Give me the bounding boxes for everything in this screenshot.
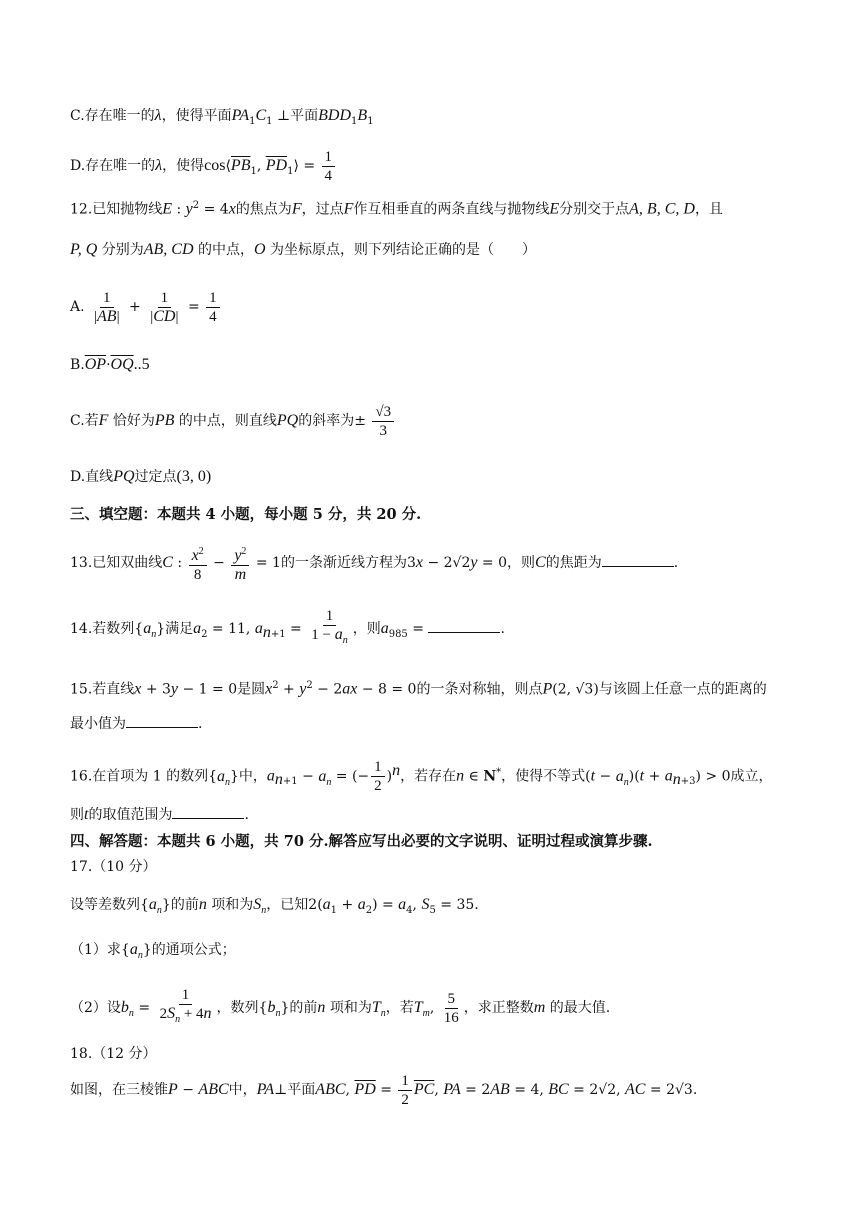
text: （2）设 — [70, 1000, 121, 1016]
text: 中， — [238, 768, 267, 785]
question-17-part2: （2）设$b_n$ = $\frac{1}{2S_n + 4n}$ ，数列$\{b_n\}$的前n 项和为$T_n$，若$T_m$, $\frac{5}{16}$ ，求正整数m 的最大值. — [70, 987, 611, 1026]
text: 成立， — [730, 768, 773, 785]
text: 恰好为 — [112, 413, 155, 429]
text: C.存在唯一的 — [70, 108, 155, 124]
text: 12.已知抛物线 — [70, 201, 163, 218]
question-14: 14.若数列$\{a_n\}$满足$a_2 = 11$, $a_{n+1}$ = $\frac{1}{1 - a_n}$ ，则$a_{985}$ = . — [70, 608, 505, 647]
text: 的焦点为 — [235, 201, 292, 218]
text: ，已知 — [266, 897, 309, 913]
text: ，若存在 — [400, 768, 457, 785]
question-18-heading: 18.（12 分） — [70, 1046, 157, 1062]
text: 作互相垂直的两条直线与抛物线 — [353, 201, 550, 218]
text: ，则 — [352, 621, 381, 637]
fraction: $\frac{1}{4}$ — [322, 148, 336, 185]
text: 是圆 — [237, 681, 266, 698]
text: 满足 — [165, 621, 194, 637]
option-b-12: $B.\overline{OP}\cdot\overline{OQ}..5$ — [70, 356, 150, 373]
text: D.存在唯一的 — [70, 158, 156, 174]
text: 则 — [70, 807, 84, 823]
text: 的中点，则直线 — [178, 413, 277, 429]
option-a-12: A. $\frac{1}{|AB|}$ + $\frac{1}{|CD|}$ = $\frac{1}{4}$ — [70, 284, 820, 330]
question-16-line2: 则t的取值范围为 . — [70, 806, 249, 823]
option-c-11: C.存在唯一的λ，使得平面$PA_1C_1$ ⊥平面$BDD_1B_1$ — [70, 107, 374, 127]
label: D.直线 — [70, 469, 114, 485]
question-17-part1: （1）求$\{a_n\}$的通项公式； — [70, 941, 236, 962]
text: 的中点， — [197, 242, 254, 258]
question-18-stem: 如图，在三棱锥P − ABC中，PA⊥平面ABC, $\overline{PD}$ = $\frac{1}{2}$ $\overline{PC}$, PA = 2AB = 4, BC = 2√2, AC = 2√3. — [70, 1072, 698, 1108]
text: ⊥平面 — [276, 108, 319, 124]
section-heading-4: 四、解答题：本题共 6 小题，共 70 分.解答应写出必要的文字说明、证明过程或演算步骤. — [70, 833, 653, 850]
text: 的通项公式； — [151, 942, 236, 958]
text: 的焦距为 — [545, 555, 602, 571]
text: ，且 — [694, 201, 723, 218]
text: 中， — [228, 1082, 257, 1098]
question-15-line1: 15.若直线x + 3y − 1 = 0是圆$x^2 + y^2 - 2ax - 8 = 0$的一条对称轴，则点P(2, √3)与该圆上任意一点的距离的 — [70, 680, 767, 698]
text: ，则 — [507, 555, 536, 571]
text: ，使得 — [162, 158, 205, 174]
text: ，数列 — [216, 1000, 259, 1016]
label: A. — [70, 299, 85, 315]
text: ，使得平面 — [161, 108, 232, 124]
text: ，过点 — [301, 201, 344, 218]
text: 的最大值. — [549, 1000, 611, 1016]
question-17-stem: 设等差数列$\{a_n\}$的前n 项和为$S_n$，已知$2(a_1 + a_2) = a_4$, $S_5 = 35$. — [70, 896, 479, 917]
question-13: 13.已知双曲线C : $\frac{x^2}{8}$ − $\frac{y^2}{m}$ = 1的一条渐近线方程为3x − 2√2y = 0，则C的焦距为 . — [70, 540, 820, 586]
section-heading-3: 三、填空题：本题共 4 小题，每小题 5 分，共 20 分. — [70, 506, 422, 523]
question-16-line1: 16.在首项为 1 的数列$\{a_n\}$中，$a_{n+1} - a_n$ = (− $\frac{1}{2}$ )$^n$，若存在n ∈ N*，使得不等式$(t - a_n)(t + a_{n+3}) > 0$成立， — [70, 759, 773, 795]
text: ，求正整数 — [463, 1000, 534, 1016]
question-12-line2: P, Q 分别为AB, CD 的中点，O 为坐标原点，则下列结论正确的是（ ） — [70, 241, 536, 258]
text: 的前 — [170, 897, 199, 913]
text: 项和为 — [211, 897, 254, 913]
text: 为坐标原点，则下列结论正确的是（ ） — [269, 242, 536, 258]
answer-blank[interactable] — [428, 618, 500, 633]
answer-blank[interactable] — [126, 713, 198, 728]
text: 最小值为 — [70, 716, 126, 732]
question-17-heading: 17.（10 分） — [70, 859, 157, 875]
text: 的一条渐近线方程为 — [280, 555, 407, 571]
label: B. — [70, 357, 85, 373]
text: 13.已知双曲线 — [70, 555, 163, 571]
text: 的斜率为± — [298, 413, 366, 429]
text: 14.若数列 — [70, 621, 135, 637]
label: C.若 — [70, 413, 99, 429]
text: ，若 — [385, 1000, 414, 1016]
answer-blank[interactable] — [172, 804, 244, 819]
option-d-11: D.存在唯一的λ，使得$\cos⟨\overline{PB}_1$, $\overline{PD}_1⟩$ = $\frac{1}{4}$ — [70, 146, 820, 192]
text: （1）求 — [70, 942, 121, 958]
text: 的一条对称轴，则点 — [416, 681, 543, 698]
option-c-12: C.若F 恰好为PB 的中点，则直线PQ的斜率为± $\frac{√3}{3}$ — [70, 398, 820, 444]
text: 设等差数列 — [70, 897, 140, 913]
question-15-line2: 最小值为 . — [70, 713, 820, 734]
text: 项和为 — [329, 1000, 372, 1016]
text: 16.在首项为 1 的数列 — [70, 768, 209, 785]
text: ，使得不等式 — [501, 768, 586, 785]
text: 过定点 — [134, 469, 177, 485]
text: 如图，在三棱锥 — [70, 1082, 168, 1098]
answer-blank[interactable] — [602, 552, 674, 567]
text: 的前 — [289, 1000, 318, 1016]
text: ⊥平面 — [274, 1082, 316, 1098]
text: 分别交于点 — [559, 201, 630, 218]
text: 的取值范围为 — [88, 807, 173, 823]
text: 分别为 — [101, 242, 144, 258]
option-d-12: D.直线PQ过定点(3, 0) — [70, 468, 212, 485]
text: 与该圆上任意一点的距离的 — [598, 681, 767, 698]
question-12-line1: 12.已知抛物线E : $y^2 = 4x$的焦点为F，过点F作互相垂直的两条直线与抛物线E分别交于点A, B, C, D，且 — [70, 200, 723, 218]
text: 15.若直线 — [70, 681, 135, 698]
